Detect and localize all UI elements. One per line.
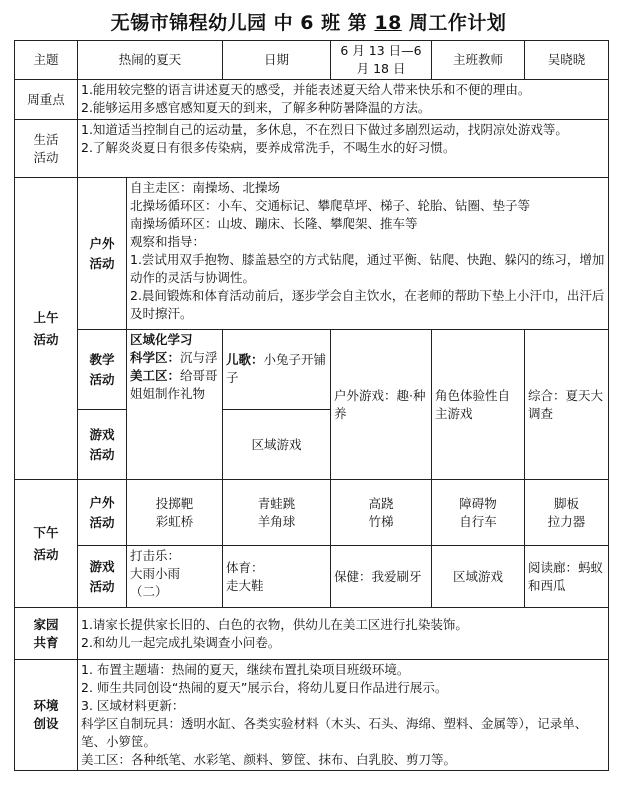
morning-outdoor-content — [127, 178, 609, 330]
family-label: 家园 共育 — [15, 608, 78, 660]
afternoon-outdoor-row — [15, 480, 609, 546]
outdoor-line-4: 观察和指导： — [130, 234, 206, 249]
morning-outdoor-row — [15, 178, 609, 330]
afternoon-outdoor-2: 青蛙跳 羊角球 — [223, 480, 331, 546]
science-area-value: 沉与浮 — [180, 350, 218, 365]
teacher-value: 吴晓晓 — [525, 41, 609, 80]
art-area-value: 给哥哥姐姐制作礼物 — [130, 368, 218, 401]
weekly-plan-table — [14, 40, 609, 771]
env-line-5: 美工区：各种纸笔、水彩笔、颜料、箩筐、抹布、白乳胶、剪刀等。 — [81, 752, 457, 767]
date-label: 日期 — [223, 41, 331, 80]
env-line-2: 2. 师生共同创设“热闹的夏天”展示台，将幼儿夏日作品进行展示。 — [81, 680, 448, 695]
title-week-number: 18 — [374, 12, 402, 34]
focus-line-2: 2.能够运用多感官感知夏天的到来，了解多种防暑降温的方法。 — [81, 100, 431, 115]
morning-outdoor-label: 户外 活动 — [78, 178, 127, 330]
morning-label: 上午 活动 — [15, 178, 78, 480]
family-line-2: 2.和幼儿一起完成扎染调查小问卷。 — [81, 634, 281, 650]
area-game-cell: 区域游戏 — [223, 410, 331, 480]
focus-row — [15, 80, 609, 120]
afternoon-outdoor-4: 障碍物 自行车 — [432, 480, 525, 546]
theme-value: 热闹的夏天 — [78, 41, 223, 80]
focus-label: 周重点 — [15, 80, 78, 120]
role-game-cell: 角色体验性自主游戏 — [432, 330, 525, 480]
afternoon-game-4: 区域游戏 — [432, 546, 525, 608]
family-line-1: 1.请家长提供家长旧的、白色的衣物，供幼儿在美工区进行扎染装饰。 — [81, 616, 468, 632]
song-value: 小兔子开铺子 — [226, 352, 327, 385]
afternoon-game-5: 阅读廊：蚂蚁和西瓜 — [525, 546, 609, 608]
title-prefix: 无锡市锦程幼儿园 中 6 班 第 — [110, 12, 375, 34]
outdoor-line-2: 北操场循环区：小车、交通标记、攀爬草坪、梯子、轮胎、钻圈、垫子等 — [130, 198, 531, 213]
environment-row — [15, 660, 609, 771]
morning-teaching-label: 教学 活动 — [78, 330, 127, 410]
date-value: 6 月 13 日—6 月 18 日 — [331, 41, 432, 80]
life-content — [78, 120, 609, 178]
afternoon-game-1: 打击乐： 大雨小雨 （二） — [127, 546, 223, 608]
env-line-4: 科学区自制玩具：透明水缸、各类实验材料（木头、石头、海绵、塑料、金属等），记录单、笔、小箩筐。 — [81, 716, 588, 749]
environment-label: 环境 创设 — [15, 660, 78, 771]
env-line-3: 3. 区域材料更新： — [81, 698, 185, 713]
afternoon-label: 下午 活动 — [15, 480, 78, 608]
focus-line-1: 1.能用较完整的语言讲述夏天的感受，并能表述夏天给人带来快乐和不便的理由。 — [81, 82, 531, 97]
art-area-label: 美工区： — [130, 368, 181, 383]
title-suffix: 周工作计划 — [401, 12, 507, 34]
area-learning-cell — [127, 330, 223, 480]
focus-content — [78, 80, 609, 120]
afternoon-game-2: 体育： 走大鞋 — [223, 546, 331, 608]
outdoor-line-6: 2.晨间锻炼和体育活动前后，逐步学会自主饮水，在老师的帮助下垫上小汗巾，出汗后及时擦汗。 — [130, 288, 605, 321]
life-row — [15, 120, 609, 178]
area-learning-title: 区域化学习 — [130, 332, 193, 347]
song-label: 儿歌： — [226, 352, 264, 367]
morning-teaching-row — [15, 330, 609, 410]
family-row — [15, 608, 609, 660]
morning-game-label: 游戏 活动 — [78, 410, 127, 480]
environment-content — [78, 660, 609, 771]
theme-label: 主题 — [15, 41, 78, 80]
song-cell — [223, 330, 331, 410]
life-label: 生活 活动 — [15, 120, 78, 178]
afternoon-game-3: 保健：我爱刷牙 — [331, 546, 432, 608]
family-content — [78, 608, 609, 660]
env-line-1: 1. 布置主题墙：热闹的夏天，继续布置扎染项目班级环境。 — [81, 662, 410, 677]
afternoon-game-label: 游戏 活动 — [78, 546, 127, 608]
life-line-2: 2.了解炎炎夏日有很多传染病，要养成常洗手，不喝生水的好习惯。 — [81, 140, 456, 155]
outdoor-line-1: 自主走区：南操场、北操场 — [130, 180, 281, 195]
outdoor-game-cell: 户外游戏：趣·种养 — [331, 330, 432, 480]
life-line-1: 1.知道适当控制自己的运动量，多休息，不在烈日下做过多剧烈运动，找阴凉处游戏等。 — [81, 122, 568, 137]
afternoon-game-row — [15, 546, 609, 608]
outdoor-line-3: 南操场循环区：山坡、蹦床、长隆、攀爬架、推车等 — [130, 216, 418, 231]
afternoon-outdoor-3: 高跷 竹梯 — [331, 480, 432, 546]
science-area-label: 科学区： — [130, 350, 181, 365]
afternoon-outdoor-1: 投掷靶 彩虹桥 — [127, 480, 223, 546]
header-row — [15, 41, 609, 80]
outdoor-line-5: 1.尝试用双手抱物、膝盖悬空的方式钻爬，通过平衡、钻爬、快跑、躲闪的练习，增加动作的灵活与协调性。 — [130, 252, 605, 285]
comprehensive-cell: 综合：夏天大调查 — [525, 330, 609, 480]
afternoon-outdoor-label: 户外 活动 — [78, 480, 127, 546]
afternoon-outdoor-5: 脚板 拉力器 — [525, 480, 609, 546]
teacher-label: 主班教师 — [432, 41, 525, 80]
page-title — [0, 8, 617, 35]
